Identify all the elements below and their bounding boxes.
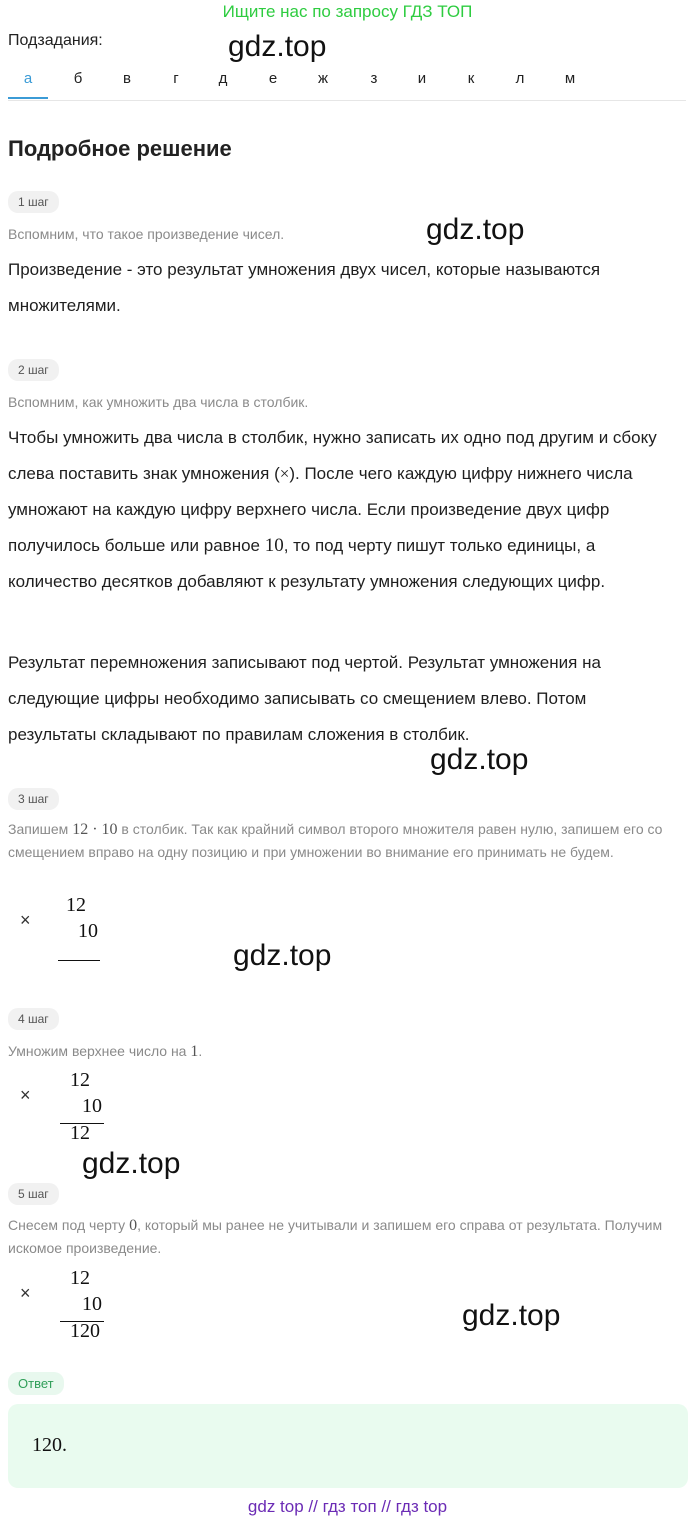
footer-links[interactable]: gdz top // гдз топ // гдз top: [247, 1497, 448, 1516]
watermark: gdz.top: [82, 1147, 181, 1180]
column-top-number: 12: [70, 1069, 90, 1091]
step-1-text: Произведение - это результат умножения двух чисел, которые называются множителями.: [8, 260, 601, 315]
column-top-number: 12: [70, 1267, 90, 1289]
multiply-symbol: ×: [279, 464, 290, 483]
tab-g[interactable]: г: [173, 70, 179, 87]
search-banner: Ищите нас по запросу ГДЗ ТОП: [222, 2, 473, 21]
column-bottom-number: 10: [82, 1095, 102, 1117]
column-rule: [58, 960, 100, 961]
step-5-badge: 5 шаг: [8, 1183, 59, 1205]
multiply-sign: ×: [20, 910, 31, 930]
tab-l[interactable]: л: [515, 70, 525, 87]
watermark: gdz.top: [462, 1299, 561, 1332]
watermark: gdz.top: [233, 939, 332, 972]
tab-v[interactable]: в: [123, 70, 131, 87]
column-bottom-number: 10: [78, 920, 98, 942]
step-4-hint: Умножим верхнее число на 1.: [8, 1043, 203, 1060]
tab-i[interactable]: и: [417, 70, 427, 87]
step-2-paragraph-2: Результат перемножения записывают под чертой. Результат умножения на следующие цифры необходимо записывать со смещением влево. Потом результаты складывают по правилам сложения в столбик.: [8, 653, 601, 744]
subtasks-label: Подзадания:: [8, 32, 103, 49]
step-5-hint: Снесем под черту 0, который мы ранее не учитывали и запишем его справа от результата. Получим искомое произведение.: [8, 1217, 663, 1256]
tab-m[interactable]: м: [564, 70, 576, 87]
tab-k[interactable]: к: [467, 70, 475, 87]
tab-e[interactable]: е: [268, 70, 278, 87]
column-result: 12: [70, 1122, 90, 1144]
watermark: gdz.top: [430, 743, 529, 776]
multiply-sign: ×: [20, 1085, 31, 1105]
multiply-sign: ×: [20, 1283, 31, 1303]
number-one: 1: [190, 1043, 199, 1060]
column-top-number: 12: [66, 894, 86, 916]
answer-value: 120.: [32, 1434, 67, 1456]
tab-a[interactable]: а: [8, 70, 48, 99]
watermark: gdz.top: [426, 213, 525, 246]
tab-b[interactable]: б: [73, 70, 83, 87]
subtask-tabs: [8, 62, 686, 101]
tab-zh[interactable]: ж: [317, 70, 329, 87]
watermark: gdz.top: [228, 30, 327, 63]
tab-d[interactable]: д: [218, 70, 228, 87]
step-2-paragraph-1: Чтобы умножить два числа в столбик, нужно записать их одно под другим и сбоку слева поставить знак умножения (×). После чего каждую цифру нижнего числа умножают на каждую цифру верхнего числа. Если произведение двух цифр получилось больше или равное 10, то под черту пишут только единицы, а количество десятков добавляют к результату умножения следующих цифр.: [8, 428, 657, 591]
step-2-badge: 2 шаг: [8, 359, 59, 381]
step-2-hint: Вспомним, как умножить два числа в столбик.: [8, 394, 309, 410]
step-4-badge: 4 шаг: [8, 1008, 59, 1030]
tab-z[interactable]: з: [370, 70, 378, 87]
step-3-badge: 3 шаг: [8, 788, 59, 810]
number-ten: 10: [264, 535, 284, 556]
answer-badge: Ответ: [8, 1372, 64, 1395]
column-result: 120: [70, 1320, 100, 1342]
solution-heading: Подробное решение: [8, 136, 232, 161]
step-1-hint: Вспомним, что такое произведение чисел.: [8, 226, 285, 242]
step-3-hint: Запишем 12 · 10 в столбик. Так как крайний символ второго множителя равен нулю, запишем его со смещением вправо на одну позицию и при умножении во внимание его принимать не будем.: [8, 821, 663, 860]
column-bottom-number: 10: [82, 1293, 102, 1315]
expression: 12 · 10: [72, 821, 118, 838]
number-zero: 0: [129, 1217, 138, 1234]
answer-box: [8, 1404, 688, 1488]
step-1-badge: 1 шаг: [8, 191, 59, 213]
